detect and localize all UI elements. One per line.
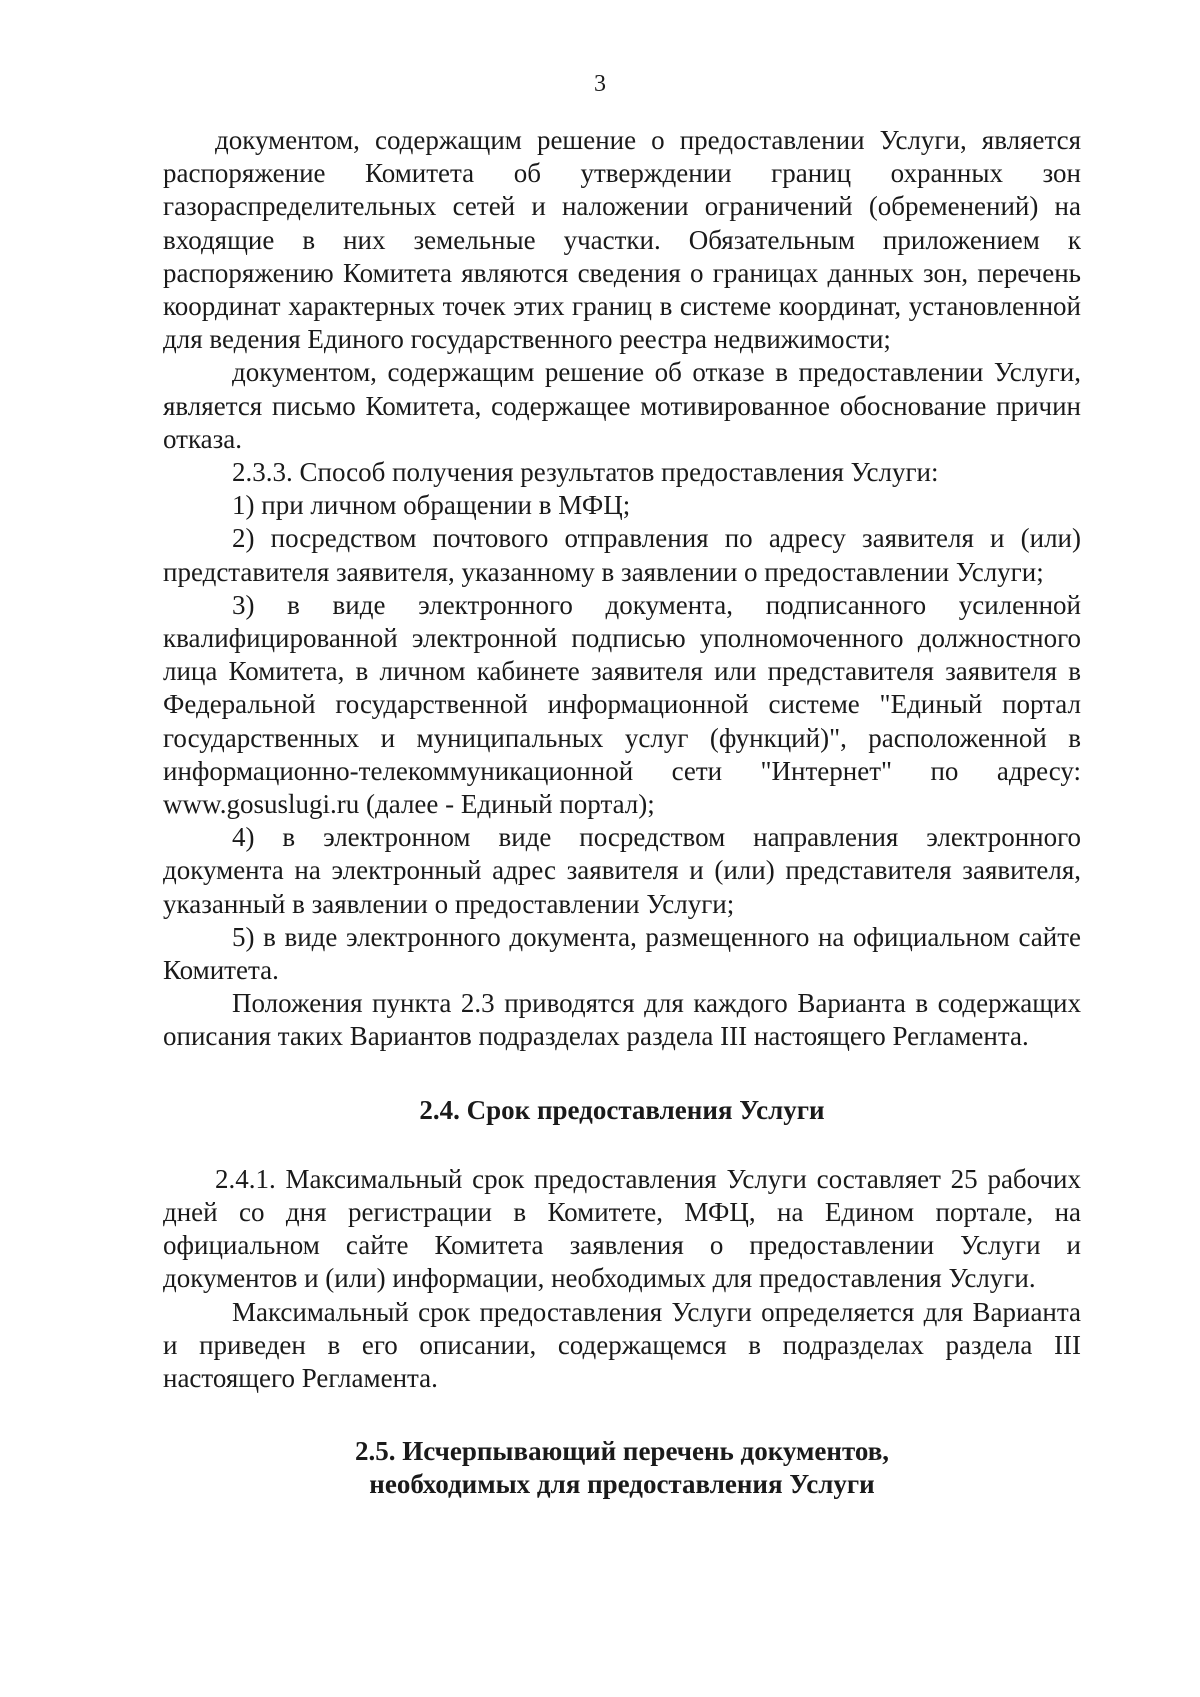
section-2-5-heading-line-1: 2.5. Исчерпывающий перечень документов, [354,1436,890,1467]
list-item-4: 4) в электронном виде посредством направления электронного документа на электронный адрес заявителя и (или) представителя заявителя, указанный в заявлении о предоставлении Услуги; [163,822,1081,919]
list-item-3: 3) в виде электронного документа, подписанного усиленной квалифицированной электронной подписью уполномоченного должностного лица Комитета, в личном кабинете заявителя или представителя заявителя в Федеральной государственной информационной системе "Единый портал государственных и муниципальных услуг (функций)", расположенной в информационно-телекоммуникационной сети "Интернет" по адресу: www.gosuslugi.ru (далее - Единый портал); [163,589,1081,820]
section-2-5-heading [163,1435,1081,1501]
list-item-2: 2) посредством почтового отправления по адресу заявителя и (или) представителя заявителя, указанному в заявлении о предоставлении Услуги; [163,523,1081,587]
list-item-5: 5) в виде электронного документа, размещенного на официальном сайте Комитета. [163,921,1081,986]
section-2-5-heading-line-2: необходимых для предоставления Услуги [369,1469,875,1500]
paragraph-refusal-document: документом, содержащим решение об отказе в предоставлении Услуги, является письмо Комитета, содержащее мотивированное обоснование причин отказа. [163,357,1081,454]
paragraph-provisions-2-3: Положения пункта 2.3 приводятся для каждого Варианта в содержащих описания таких Вариантов подразделах раздела III настоящего Регламента. [163,988,1081,1052]
page-number: 3 [594,71,606,97]
paragraph-2-4-1: 2.4.1. Максимальный срок предоставления Услуги составляет 25 рабочих дней со дня регистрации в Комитете, МФЦ, на Едином портале, на официальном сайте Комитета заявления о предоставлении Услуги и документов и (или) информации, необходимых для предоставления Услуги. [163,1163,1081,1294]
page-content [163,124,1081,1501]
section-2-4-heading: 2.4. Срок предоставления Услуги [419,1094,825,1125]
paragraph-decision-document: документом, содержащим решение о предоставлении Услуги, является распоряжение Комитета об утверждении границ охранных зон газораспределительных сетей и наложении ограничений (обременений) на входящие в них земельные участки. Обязательным приложением к распоряжению Комитета являются сведения о границах данных зон, перечень координат характерных точек этих границ в системе координат, установленной для ведения Единого государственного реестра недвижимости; [163,125,1081,355]
paragraph-2-3-3: 2.3.3. Способ получения результатов предоставления Услуги: [232,457,939,488]
paragraph-max-term: Максимальный срок предоставления Услуги определяется для Варианта и приведен в его описании, содержащемся в подразделах раздела III настоящего Регламента. [163,1296,1081,1393]
list-item-1: 1) при личном обращении в МФЦ; [232,490,631,521]
